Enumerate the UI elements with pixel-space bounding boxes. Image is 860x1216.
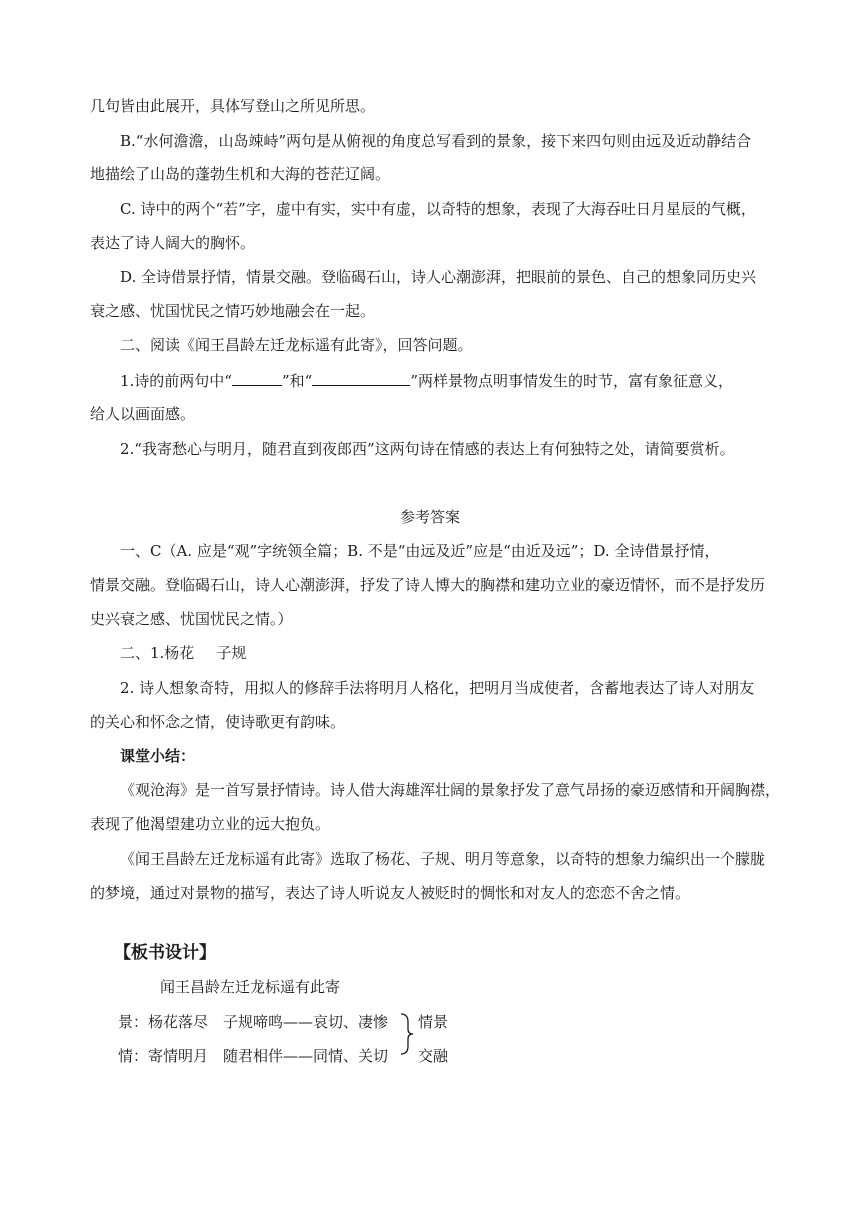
option-c-line: C. 诗中的两个“若”字，虚中有实，实中有虚，以奇特的想象，表现了大海吞吐日月星辰的气概， [120, 200, 756, 218]
summary-line: 《观沧海》是一首写景抒情诗。诗人借大海雄浑壮阔的景象抒发了意气昂扬的豪迈感情和开阔胸襟， [120, 781, 781, 799]
board-row-emotion: 情：寄情明月 随君相伴——同情、关切 [118, 1047, 389, 1065]
summary-heading: 课堂小结： [120, 747, 196, 765]
summary-line: 的梦境，通过对景物的描写，表达了诗人听说友人被贬时的惆怅和对友人的恋恋不舍之情。 [90, 884, 691, 902]
answer-line [120, 643, 780, 663]
answer-text: 子规 [216, 644, 247, 662]
summary-line: 《闻王昌龄左迁龙标遥有此寄》选取了杨花、子规、明月等意象，以奇特的想象力编织出一个朦胧 [120, 850, 766, 868]
question-2-line: 2.“我寄愁心与明月，随君直到夜郎西”这两句诗在情感的表达上有何独特之处，请简要赏析。 [120, 440, 735, 458]
answer-line: 2. 诗人想象奇特，用拟人的修辞手法将明月人格化，把明月当成使者，含蓄地表达了诗人对朋友 [120, 679, 755, 697]
answer-text: 二、1.杨花 [120, 644, 195, 662]
question-two-heading: 二、阅读《闻王昌龄左迁龙标遥有此寄》，回答问题。 [120, 336, 473, 354]
answer-line: 一、C（A. 应是“观”字统领全篇；B. 不是“由远及近”应是“由近及远”；D. 全诗借景抒情， [120, 542, 720, 560]
answer-line: 的关心和怀念之情，使诗歌更有韵味。 [90, 713, 346, 731]
board-row-scene-right: 情景 [418, 1013, 449, 1031]
answer-title: 参考答案 [399, 508, 460, 526]
right-brace-icon [400, 1012, 414, 1056]
question-text: ”两样景物点明事情发生的时节，富有象征意义， [410, 372, 733, 390]
paragraph-line: 衰之感、忧国忧民之情巧妙地融会在一起。 [90, 302, 376, 320]
answer-line: 史兴衰之感、忧国忧民之情。） [90, 610, 293, 628]
board-row-scene: 景：杨花落尽 子规啼鸣——哀切、凄惨 [118, 1013, 389, 1031]
question-text: ”和“ [281, 372, 313, 390]
fill-blank-2[interactable] [312, 370, 410, 386]
question-text: 1.诗的前两句中“ [120, 372, 232, 390]
fill-blank-1[interactable] [232, 370, 282, 386]
board-title: 闻王昌龄左迁龙标遥有此寄 [160, 978, 341, 996]
summary-line: 表现了他渴望建功立业的远大抱负。 [90, 815, 331, 833]
question-1-line [120, 370, 780, 391]
option-d-line: D. 全诗借景抒情，情景交融。登临碣石山，诗人心潮澎湃，把眼前的景色、自己的想象同历史兴 [120, 268, 757, 286]
paragraph-line: 地描绘了山岛的蓬勃生机和大海的苍茫辽阔。 [90, 165, 391, 183]
board-row-emotion-right: 交融 [418, 1047, 449, 1065]
board-design-heading: 【板书设计】 [114, 943, 216, 963]
answer-line: 情景交融。登临碣石山，诗人心潮澎湃，抒发了诗人博大的胸襟和建功立业的豪迈情怀，而不是抒发历 [90, 576, 766, 594]
paragraph-line: 几句皆由此展开，具体写登山之所见所思。 [90, 97, 376, 115]
paragraph-line: 表达了诗人阔大的胸怀。 [90, 234, 256, 252]
paragraph-line: 给人以画面感。 [90, 405, 196, 423]
option-b-line: B.“水何澹澹，山岛竦峙”两句是从俯视的角度总写看到的景象，接下来四句则由远及近动静结合 [120, 132, 752, 150]
